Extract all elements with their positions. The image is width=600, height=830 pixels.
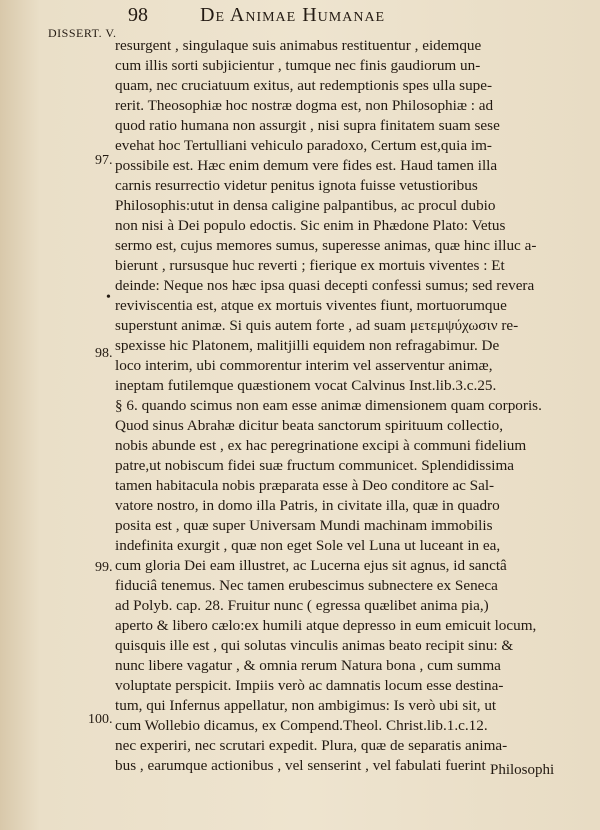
text-line: resurgent , singulaque suis animabus restituentur , eidemque — [115, 37, 482, 54]
text-line: nobis abunde est , ex hac peregrinatione excipi à communi fidelium — [115, 437, 527, 454]
margin-number-98: 98. — [95, 346, 113, 361]
margin-bullet: • — [106, 290, 111, 305]
text-line: superstunt animæ. Si quis autem forte , ad suam μετεμψύχωσιν re- — [115, 317, 519, 334]
text-line: vatore nostro, in domo illa Patris, in civitate illa, quæ in quadro — [115, 497, 500, 514]
text-line: tamen habitacula nobis præparata esse à Deo conditore ac Sal- — [115, 477, 495, 494]
text-line: spexisse hic Platonem, malitjilli equidem non refragabimur. De — [115, 337, 500, 354]
text-line: indefinita exurgit , quæ non eget Sole vel Luna ut luceant in ea, — [115, 537, 501, 554]
text-line: tum, qui Infernus appellatur, non ambigimus: Is verò ubi sit, ut — [115, 697, 497, 714]
text-line: Quod sinus Abrahæ dicitur beata sanctorum spirituum collectio, — [115, 417, 504, 434]
text-line: cum Wollebio dicamus, ex Compend.Theol. Christ.lib.1.c.12. — [115, 717, 488, 734]
text-line: sermo est, cujus memores sumus, superesse animas, quæ hinc illuc a- — [115, 237, 537, 254]
text-line: voluptate perspicit. Impiis verò ac damnatis locum esse destina- — [115, 677, 504, 694]
catchword: Philosophi — [490, 762, 555, 778]
margin-number-97: 97. — [95, 153, 113, 168]
margin-number-99: 99. — [95, 560, 113, 575]
page-number: 98 — [128, 4, 148, 26]
text-line: possibile est. Hæc enim demum vere fides est. Haud tamen illa — [115, 157, 498, 174]
text-line: quisquis ille est , qui solutas vinculis animas beato recipit sinu: & — [115, 637, 514, 654]
text-line: § 6. quando scimus non eam esse animæ dimensionem quam corporis. — [115, 397, 542, 414]
text-line: reviviscentia est, atque ex mortuis viventes fiunt, mortuorumque — [115, 297, 507, 314]
text-line: patre,ut nobiscum fidei suæ fructum communicet. Splendidissima — [115, 457, 515, 474]
text-line: nec experiri, nec scrutari expedit. Plura, quæ de separatis anima- — [115, 737, 508, 754]
text-line: quam, nec cruciatuum exitus, aut redemptionis spes ulla supe- — [115, 77, 493, 94]
text-line: deinde: Neque nos hæc ipsa quasi decepti confessi sumus; sed revera — [115, 277, 535, 294]
text-line: posita est , quæ super Universam Mundi machinam immobilis — [115, 517, 493, 534]
running-title: De Animae Humanae — [200, 4, 386, 26]
text-line: aperto & libero cælo:ex humili atque depresso in eum emicuit locum, — [115, 617, 537, 634]
text-line: fiduciâ tenemus. Nec tamen erubescimus subnectere ex Seneca — [115, 577, 498, 594]
text-line: cum gloria Dei eam illustret, ac Lucerna ejus sit agnus, id sanctâ — [115, 557, 507, 574]
text-line: bus , earumque actionibus , vel senserint , vel fabulati fuerint — [115, 757, 486, 774]
text-line: bierunt , rursusque huc reverti ; fierique ex mortuis viventes : Et — [115, 257, 505, 274]
text-line: evehat hoc Tertulliani vehiculo paradoxo, Certum est,quia im- — [115, 137, 492, 154]
text-line: quod ratio humana non assurgit , nisi supra finitatem suam sese — [115, 117, 500, 134]
text-line: carnis resurrectio videtur penitus ignota fuisse vetustioribus — [115, 177, 478, 194]
text-line: non nisi à Dei populo edoctis. Sic enim in Phædone Plato: Vetus — [115, 217, 506, 234]
margin-number-100: 100. — [88, 712, 113, 727]
text-line: nunc libere vagatur , & omnia rerum Natura bona , cum summa — [115, 657, 501, 674]
text-line: ineptam futilemque quæstionem vocat Calvinus Inst.lib.3.c.25. — [115, 377, 497, 394]
text-line: ad Polyb. cap. 28. Fruitur nunc ( egressa quælibet anima pia,) — [115, 597, 489, 614]
text-line: Philosophis:utut in densa caligine palpantibus, ac procul dubio — [115, 197, 496, 214]
text-line: cum illis sorti subjicientur , tumque nec finis gaudiorum un- — [115, 57, 481, 74]
section-marker: DISSERT. V. — [48, 26, 117, 40]
text-line: loco interim, ubi commorentur interim vel asserventur animæ, — [115, 357, 493, 374]
text-line: rerit. Theosophiæ hoc nostræ dogma est, non Philosophiæ : ad — [115, 97, 494, 114]
